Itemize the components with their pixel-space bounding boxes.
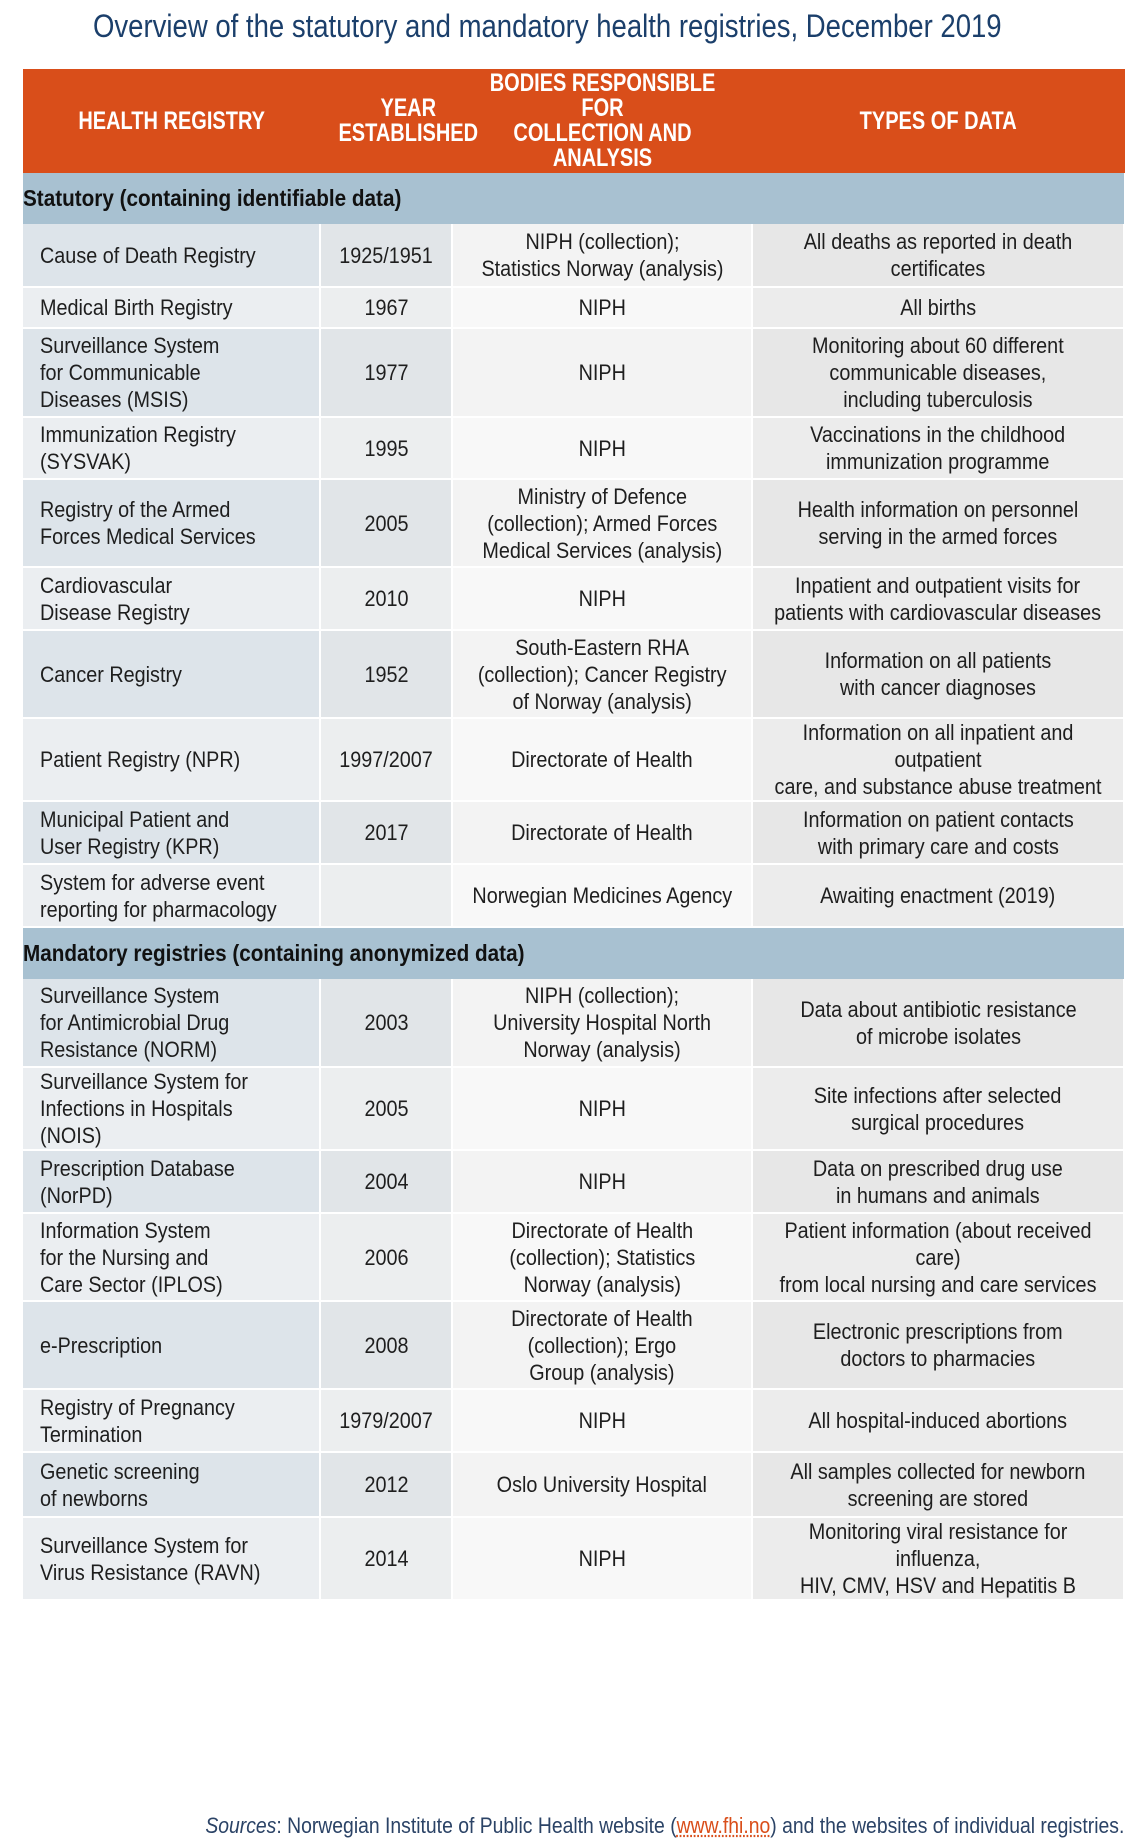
sources-text-after: ) and the websites of individual registries.	[769, 1813, 1124, 1838]
header-year-established: YEAR ESTABLISHED	[320, 69, 452, 173]
year-cell: 2005	[320, 479, 452, 567]
registry-name-cell: Registry of the Armed Forces Medical Services	[23, 479, 320, 567]
data-types-cell: Patient information (about received care) from local nursing and care services	[752, 1213, 1124, 1301]
year-cell: 2008	[320, 1301, 452, 1389]
bodies-cell: NIPH (collection); Statistics Norway (analysis)	[452, 224, 752, 287]
table-header-row	[23, 69, 1124, 173]
bodies-cell: Directorate of Health (collection); Ergo Group (analysis)	[452, 1301, 752, 1389]
data-types-cell: Information on all patients with cancer diagnoses	[752, 630, 1124, 718]
data-types-cell: Awaiting enactment (2019)	[752, 864, 1124, 927]
data-types-cell: Electronic prescriptions from doctors to pharmacies	[752, 1301, 1124, 1389]
section-heading: Mandatory registries (containing anonymized data)	[23, 927, 1124, 979]
table-row	[23, 630, 1124, 718]
year-cell: 1925/1951	[320, 224, 452, 287]
table-row	[23, 1452, 1124, 1517]
data-types-cell: Monitoring viral resistance for influenza, HIV, CMV, HSV and Hepatitis B	[752, 1517, 1124, 1600]
table-row	[23, 1150, 1124, 1213]
registry-name-cell: Surveillance System for Virus Resistance (RAVN)	[23, 1517, 320, 1600]
year-cell: 1995	[320, 417, 452, 479]
section-heading-row	[23, 927, 1124, 979]
year-cell: 2014	[320, 1517, 452, 1600]
data-types-cell: Data on prescribed drug use in humans and animals	[752, 1150, 1124, 1213]
data-types-cell: All samples collected for newborn screening are stored	[752, 1452, 1124, 1517]
year-cell: 2005	[320, 1067, 452, 1150]
data-types-cell: Information on patient contacts with primary care and costs	[752, 801, 1124, 864]
year-cell: 2017	[320, 801, 452, 864]
year-cell: 1997/2007	[320, 718, 452, 801]
year-cell: 1979/2007	[320, 1389, 452, 1452]
page-title: Overview of the statutory and mandatory health registries, December 2019	[93, 8, 1002, 44]
data-types-cell: Data about antibiotic resistance of microbe isolates	[752, 979, 1124, 1067]
registry-name-cell: Surveillance System for Communicable Diseases (MSIS)	[23, 328, 320, 417]
table-row	[23, 567, 1124, 630]
section-heading: Statutory (containing identifiable data)	[23, 173, 1124, 224]
bodies-cell: Directorate of Health (collection); Statistics Norway (analysis)	[452, 1213, 752, 1301]
table-row	[23, 1389, 1124, 1452]
year-cell: 2003	[320, 979, 452, 1067]
header-health-registry: HEALTH REGISTRY	[23, 69, 320, 173]
table-row	[23, 864, 1124, 927]
registry-name-cell: Prescription Database (NorPD)	[23, 1150, 320, 1213]
sources-note	[205, 1813, 1124, 1839]
table-row	[23, 718, 1124, 801]
registry-name-cell: e-Prescription	[23, 1301, 320, 1389]
registry-name-cell: Genetic screening of newborns	[23, 1452, 320, 1517]
bodies-cell: NIPH	[452, 287, 752, 328]
bodies-cell: Directorate of Health	[452, 718, 752, 801]
bodies-cell: NIPH	[452, 328, 752, 417]
section-heading-row	[23, 173, 1124, 224]
registry-name-cell: Surveillance System for Infections in Hospitals (NOIS)	[23, 1067, 320, 1150]
registry-name-cell: Cancer Registry	[23, 630, 320, 718]
table-row	[23, 1067, 1124, 1150]
table-row	[23, 479, 1124, 567]
table-row	[23, 1517, 1124, 1600]
sources-text-before: : Norwegian Institute of Public Health website (	[276, 1813, 677, 1838]
year-cell: 2010	[320, 567, 452, 630]
data-types-cell: All hospital-induced abortions	[752, 1389, 1124, 1452]
bodies-cell: NIPH	[452, 1067, 752, 1150]
year-cell	[320, 864, 452, 927]
sources-label: Sources	[204, 1813, 277, 1838]
table-row	[23, 801, 1124, 864]
registry-name-cell: Medical Birth Registry	[23, 287, 320, 328]
bodies-cell: NIPH	[452, 417, 752, 479]
bodies-cell: Norwegian Medicines Agency	[452, 864, 752, 927]
registry-name-cell: Municipal Patient and User Registry (KPR)	[23, 801, 320, 864]
registry-name-cell: Immunization Registry (SYSVAK)	[23, 417, 320, 479]
registry-name-cell: Cause of Death Registry	[23, 224, 320, 287]
data-types-cell: All births	[752, 287, 1124, 328]
registry-name-cell: Registry of Pregnancy Termination	[23, 1389, 320, 1452]
registry-table	[23, 69, 1125, 1601]
sources-link[interactable]: www.fhi.no	[676, 1813, 770, 1838]
data-types-cell: Information on all inpatient and outpatient care, and substance abuse treatment	[752, 718, 1124, 801]
table-row	[23, 287, 1124, 328]
table-row	[23, 1301, 1124, 1389]
bodies-cell: Directorate of Health	[452, 801, 752, 864]
year-cell: 1952	[320, 630, 452, 718]
registry-name-cell: Cardiovascular Disease Registry	[23, 567, 320, 630]
data-types-cell: Inpatient and outpatient visits for patients with cardiovascular diseases	[752, 567, 1124, 630]
bodies-cell: NIPH	[452, 1517, 752, 1600]
year-cell: 1967	[320, 287, 452, 328]
table-row	[23, 224, 1124, 287]
table-row	[23, 979, 1124, 1067]
data-types-cell: Vaccinations in the childhood immunization programme	[752, 417, 1124, 479]
bodies-cell: NIPH (collection); University Hospital North Norway (analysis)	[452, 979, 752, 1067]
data-types-cell: Monitoring about 60 different communicable diseases, including tuberculosis	[752, 328, 1124, 417]
bodies-cell: Ministry of Defence (collection); Armed Forces Medical Services (analysis)	[452, 479, 752, 567]
registry-name-cell: Patient Registry (NPR)	[23, 718, 320, 801]
registry-name-cell: Surveillance System for Antimicrobial Drug Resistance (NORM)	[23, 979, 320, 1067]
year-cell: 2012	[320, 1452, 452, 1517]
bodies-cell: South-Eastern RHA (collection); Cancer Registry of Norway (analysis)	[452, 630, 752, 718]
bodies-cell: NIPH	[452, 1150, 752, 1213]
bodies-cell: NIPH	[452, 567, 752, 630]
table-body	[23, 173, 1124, 1600]
registry-name-cell: Information System for the Nursing and Care Sector (IPLOS)	[23, 1213, 320, 1301]
year-cell: 2004	[320, 1150, 452, 1213]
year-cell: 2006	[320, 1213, 452, 1301]
data-types-cell: Site infections after selected surgical procedures	[752, 1067, 1124, 1150]
data-types-cell: Health information on personnel serving in the armed forces	[752, 479, 1124, 567]
bodies-cell: Oslo University Hospital	[452, 1452, 752, 1517]
header-types-of-data: TYPES OF DATA	[752, 69, 1124, 173]
registry-name-cell: System for adverse event reporting for pharmacology	[23, 864, 320, 927]
bodies-cell: NIPH	[452, 1389, 752, 1452]
data-types-cell: All deaths as reported in death certificates	[752, 224, 1124, 287]
table-row	[23, 328, 1124, 417]
year-cell: 1977	[320, 328, 452, 417]
header-bodies-responsible: BODIES RESPONSIBLE FOR COLLECTION AND ANALYSIS	[452, 69, 752, 173]
table-row	[23, 417, 1124, 479]
table-row	[23, 1213, 1124, 1301]
